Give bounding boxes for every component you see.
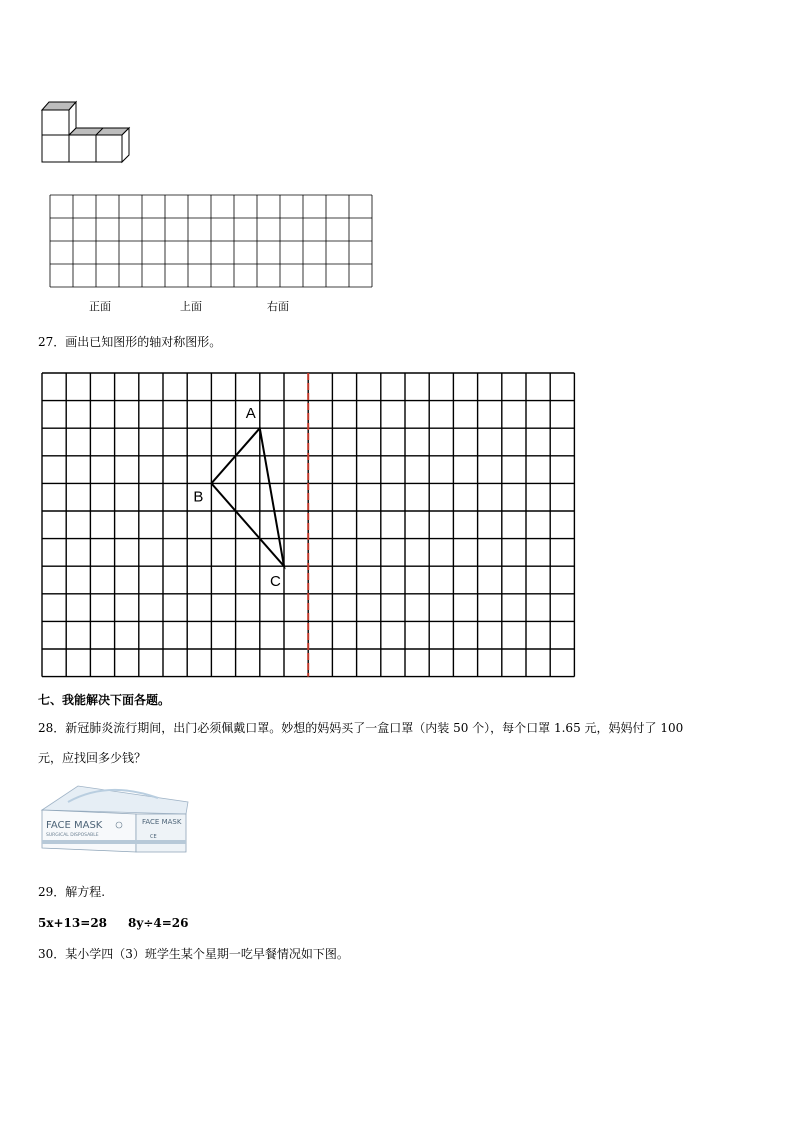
question-29: 29．解方程. [38, 885, 106, 899]
mask-box-ce: CE [150, 834, 157, 840]
mask-box-subtitle: SURGICAL DISPOSABLE [46, 833, 99, 838]
triangle-abc [211, 428, 284, 566]
equation-1: 5x+13=28 [38, 916, 108, 930]
symmetry-grid [40, 371, 574, 677]
vertex-label-c: C [270, 573, 281, 591]
top-view-label: 上面 [180, 300, 202, 313]
mask-box-side-brand: FACE MASK [142, 818, 182, 826]
question-28-line2: 元，应找回多少钱？ [38, 751, 147, 765]
section-heading: 七、我能解决下面各题。 [38, 693, 171, 707]
vertex-label-b: B [193, 488, 204, 506]
question-27: 27．画出已知图形的轴对称图形。 [38, 335, 222, 349]
equation-2: 8y÷4=26 [128, 916, 189, 930]
front-view-label: 正面 [89, 300, 111, 313]
question-30: 30．某小学四（3）班学生某个星期一吃早餐情况如下图。 [38, 947, 349, 961]
question-28-line1: 28．新冠肺炎流行期间，出门必须佩戴口罩。妙想的妈妈买了一盒口罩（内装 50 个），每个口罩 1.65 元，妈妈付了 100 [38, 721, 684, 735]
mask-box-brand: FACE MASK [46, 820, 103, 831]
view-grid [48, 194, 378, 290]
vertex-label-a: A [245, 405, 256, 423]
face-mask-box-image [38, 780, 188, 860]
cube-figure [38, 98, 138, 168]
right-view-label: 右面 [267, 300, 289, 313]
